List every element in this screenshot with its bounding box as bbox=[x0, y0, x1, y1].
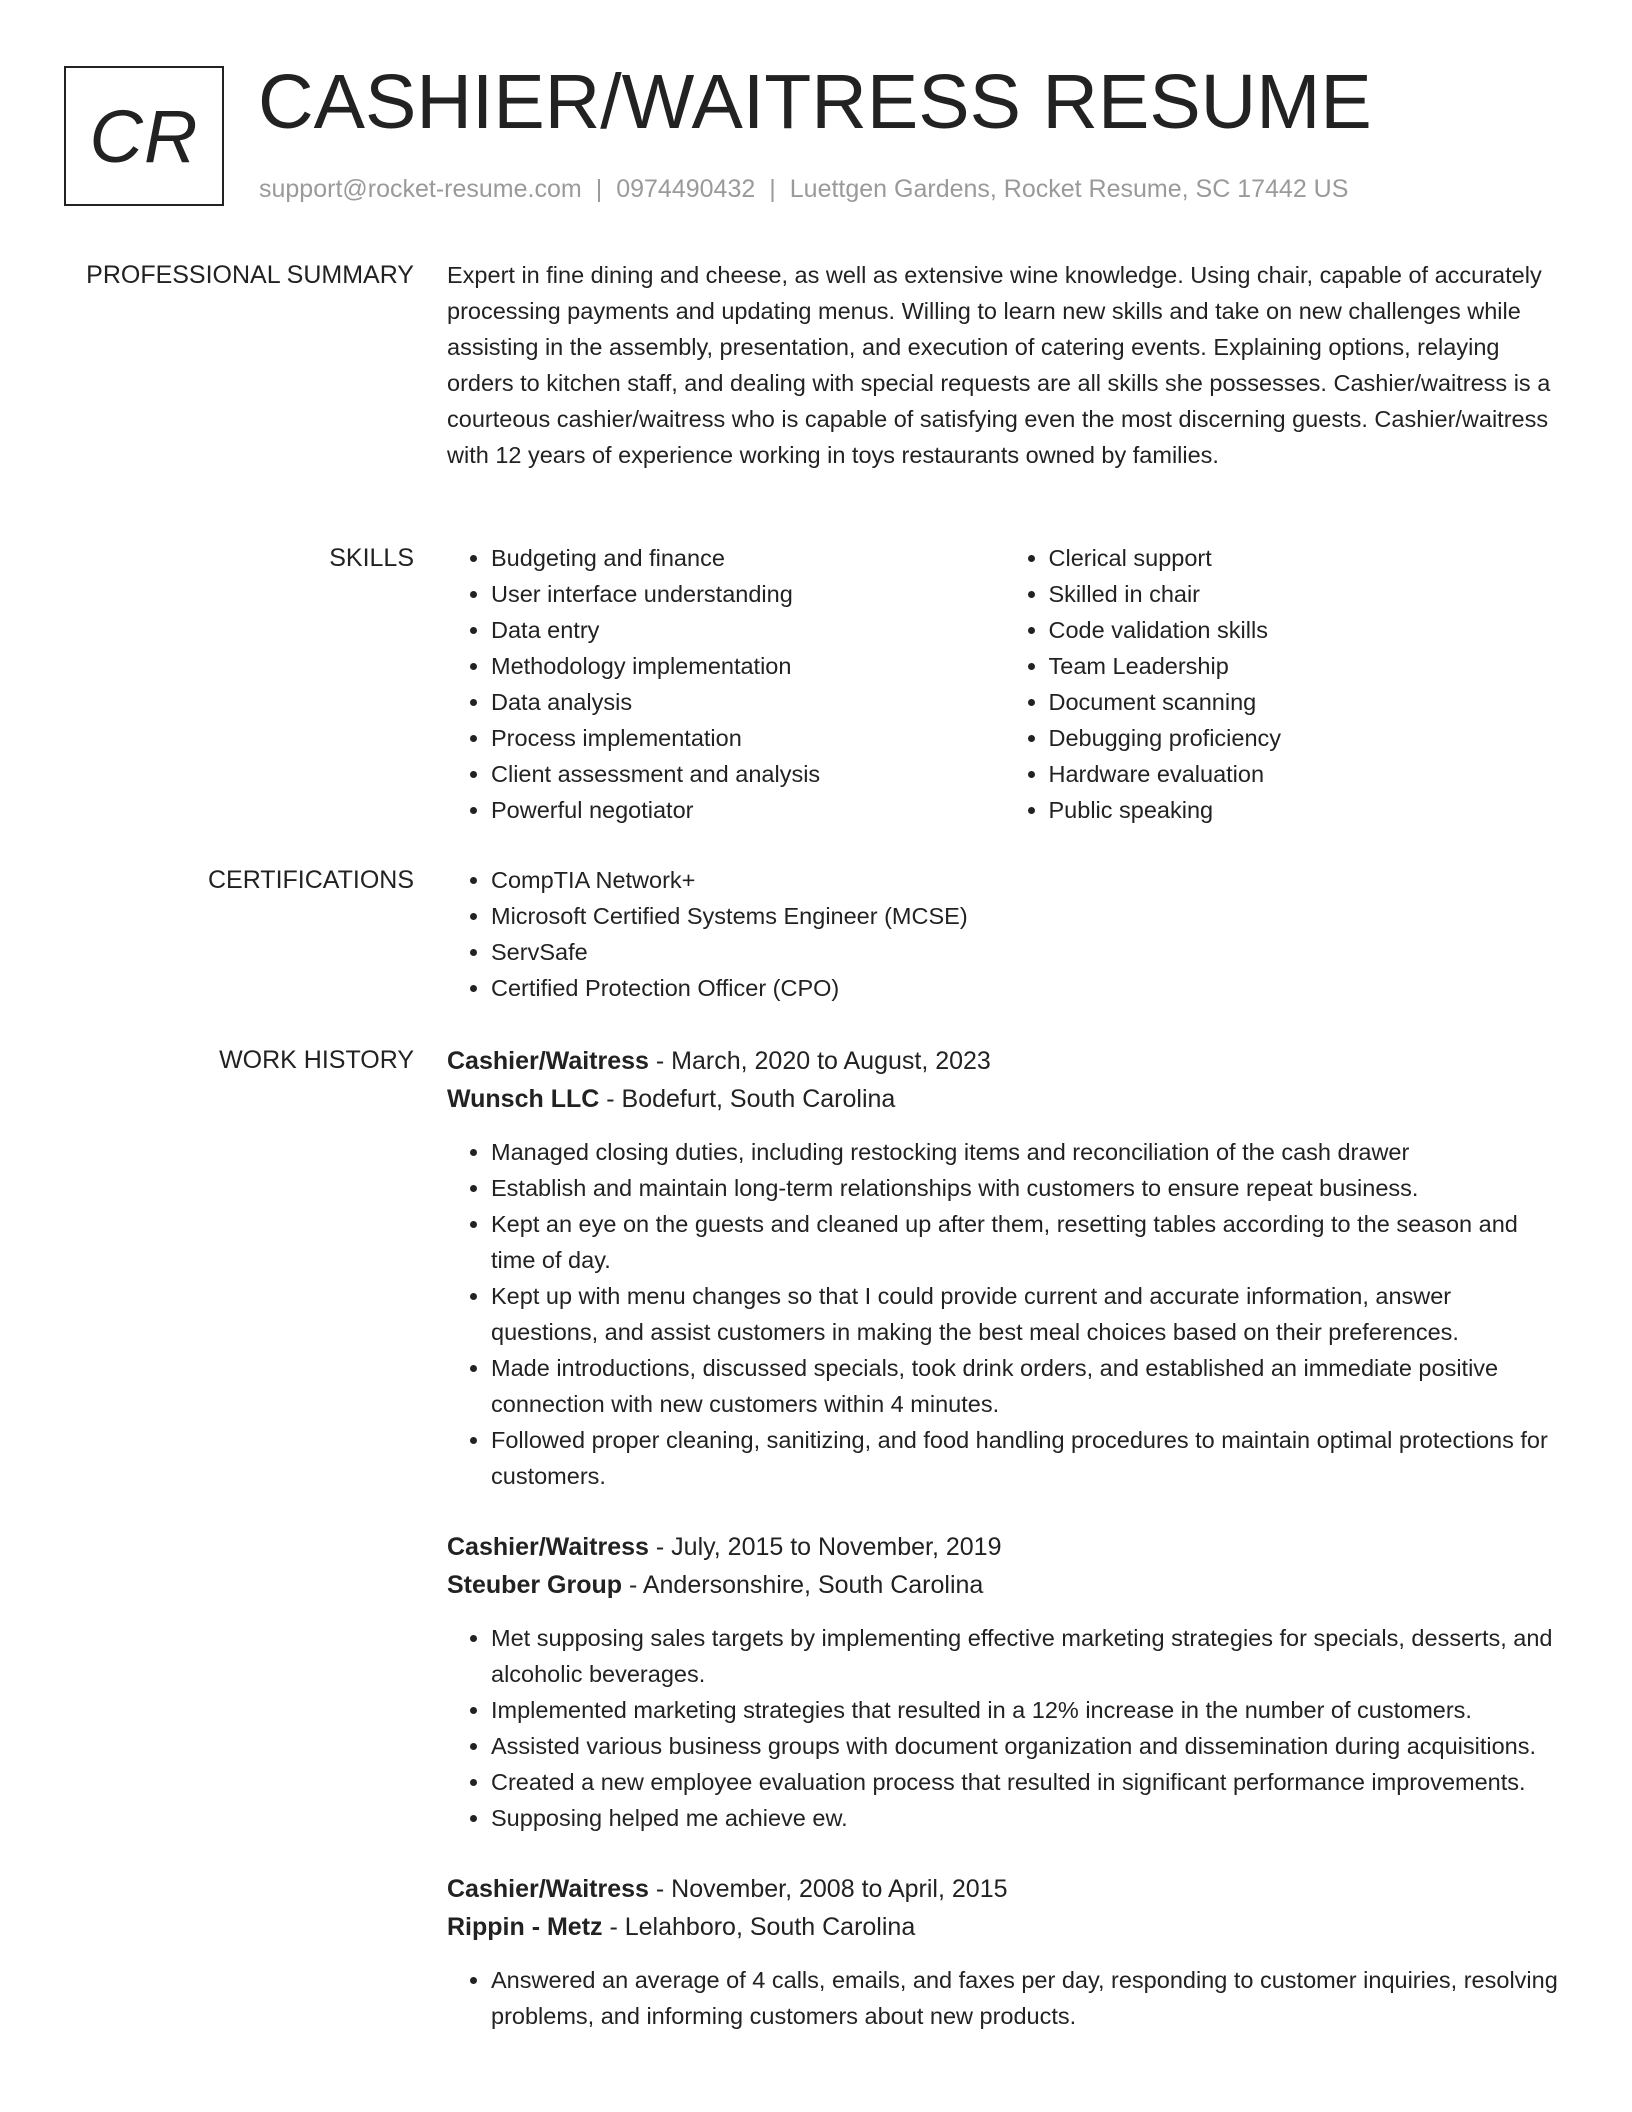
monogram-logo: CR bbox=[64, 66, 224, 206]
contact-line bbox=[259, 175, 1348, 204]
job-entry bbox=[447, 1528, 1562, 1836]
job-title: Cashier/Waitress bbox=[447, 1533, 649, 1561]
list-item: • Client assessment and analysis bbox=[491, 756, 1005, 792]
job-company-line bbox=[447, 1908, 1562, 1946]
list-item: • Answered an average of 4 calls, emails, and faxes per day, responding to customer inquiries, resolving problems, and informing customers about new products. bbox=[491, 1962, 1562, 2034]
job-title-line bbox=[447, 1042, 1562, 1080]
job-title: Cashier/Waitress bbox=[447, 1875, 649, 1903]
job-company: Rippin - Metz bbox=[447, 1913, 603, 1941]
section-label-skills: SKILLS bbox=[329, 544, 414, 572]
job-title-line bbox=[447, 1528, 1562, 1566]
list-item: • Skilled in chair bbox=[1049, 576, 1563, 612]
job-dates: - March, 2020 to August, 2023 bbox=[648, 1047, 991, 1075]
list-item: • Microsoft Certified Systems Engineer (MCSE) bbox=[491, 898, 1562, 934]
job-entry bbox=[447, 1042, 1562, 1494]
contact-separator: | bbox=[595, 175, 603, 203]
job-dates: - November, 2008 to April, 2015 bbox=[648, 1875, 1008, 1903]
list-item: • Data entry bbox=[491, 612, 1005, 648]
list-item: • Process implementation bbox=[491, 720, 1005, 756]
list-item: • Document scanning bbox=[1049, 684, 1563, 720]
list-item: • Data analysis bbox=[491, 684, 1005, 720]
work-body bbox=[447, 1042, 1562, 2068]
skills-list-right bbox=[1005, 540, 1563, 828]
list-item: • Powerful negotiator bbox=[491, 792, 1005, 828]
section-label-work: WORK HISTORY bbox=[219, 1046, 414, 1074]
job-company: Steuber Group bbox=[447, 1571, 623, 1599]
skills-body bbox=[447, 540, 1562, 828]
page-title: CASHIER/WAITRESS RESUME bbox=[258, 59, 1372, 145]
section-label-summary: PROFESSIONAL SUMMARY bbox=[86, 261, 414, 289]
job-bullets bbox=[447, 1134, 1562, 1494]
list-item: • Kept an eye on the guests and cleaned up after them, resetting tables according to the season and time of day. bbox=[491, 1206, 1562, 1278]
list-item: • Team Leadership bbox=[1049, 648, 1563, 684]
contact-address: Luettgen Gardens, Rocket Resume, SC 17442 US bbox=[789, 175, 1349, 203]
list-item: • Kept up with menu changes so that I could provide current and accurate information, answer questions, and assist customers in making the best meal choices based on their preferences. bbox=[491, 1278, 1562, 1350]
list-item: • Debugging proficiency bbox=[1049, 720, 1563, 756]
list-item: • Code validation skills bbox=[1049, 612, 1563, 648]
job-location: - Andersonshire, South Carolina bbox=[622, 1571, 984, 1599]
job-entry bbox=[447, 1870, 1562, 2034]
list-item: • Managed closing duties, including restocking items and reconciliation of the cash drawer bbox=[491, 1134, 1562, 1170]
list-item: • Met supposing sales targets by implementing effective marketing strategies for specials, desserts, and alcoholic beverages. bbox=[491, 1620, 1562, 1692]
contact-phone: 0974490432 bbox=[616, 175, 756, 203]
job-company: Wunsch LLC bbox=[447, 1085, 600, 1113]
list-item: • Supposing helped me achieve ew. bbox=[491, 1800, 1562, 1836]
contact-separator: | bbox=[769, 175, 776, 203]
job-location: - Lelahboro, South Carolina bbox=[602, 1913, 916, 1941]
certifications-list bbox=[447, 862, 1562, 1006]
job-title: Cashier/Waitress bbox=[447, 1047, 649, 1075]
list-item: • Followed proper cleaning, sanitizing, and food handling procedures to maintain optimal protections for customers. bbox=[491, 1422, 1562, 1494]
summary-body bbox=[447, 257, 1562, 473]
list-item: • User interface understanding bbox=[491, 576, 1005, 612]
list-item: • Establish and maintain long-term relationships with customers to ensure repeat business. bbox=[491, 1170, 1562, 1206]
list-item: • ServSafe bbox=[491, 934, 1562, 970]
list-item: • Budgeting and finance bbox=[491, 540, 1005, 576]
list-item: • Implemented marketing strategies that resulted in a 12% increase in the number of customers. bbox=[491, 1692, 1562, 1728]
job-company-line bbox=[447, 1080, 1562, 1118]
summary-text: Expert in fine dining and cheese, as well as extensive wine knowledge. Using chair, capable of accurately processing payments and updating menus. Willing to learn new skills and take on new challenges while assisting in the assembly, presentation, and execution of catering events. Explaining options, relaying orders to kitchen staff, and dealing with special requests are all skills she possesses. Cashier/waitress is a courteous cashier/waitress who is capable of satisfying even the most discerning guests. Cashier/waitress with 12 years of experience working in toys restaurants owned by families. bbox=[447, 262, 1551, 468]
list-item: • CompTIA Network+ bbox=[491, 862, 1562, 898]
section-label-certifications: CERTIFICATIONS bbox=[207, 866, 414, 894]
list-item: • Certified Protection Officer (CPO) bbox=[491, 970, 1562, 1006]
certifications-body bbox=[447, 862, 1562, 1006]
skills-list-left bbox=[447, 540, 1005, 828]
job-dates: - July, 2015 to November, 2019 bbox=[648, 1533, 1002, 1561]
list-item: • Methodology implementation bbox=[491, 648, 1005, 684]
list-item: • Made introductions, discussed specials, took drink orders, and established an immediate positive connection with new customers within 4 minutes. bbox=[491, 1350, 1562, 1422]
list-item: • Clerical support bbox=[1049, 540, 1563, 576]
job-title-line bbox=[447, 1870, 1562, 1908]
list-item: • Hardware evaluation bbox=[1049, 756, 1563, 792]
list-item: • Assisted various business groups with document organization and dissemination during acquisitions. bbox=[491, 1728, 1562, 1764]
list-item: • Public speaking bbox=[1049, 792, 1563, 828]
contact-email: support@rocket-resume.com bbox=[259, 175, 582, 203]
job-location: - Bodefurt, South Carolina bbox=[599, 1085, 896, 1113]
job-bullets bbox=[447, 1620, 1562, 1836]
job-company-line bbox=[447, 1566, 1562, 1604]
list-item: • Created a new employee evaluation process that resulted in significant performance improvements. bbox=[491, 1764, 1562, 1800]
job-bullets bbox=[447, 1962, 1562, 2034]
